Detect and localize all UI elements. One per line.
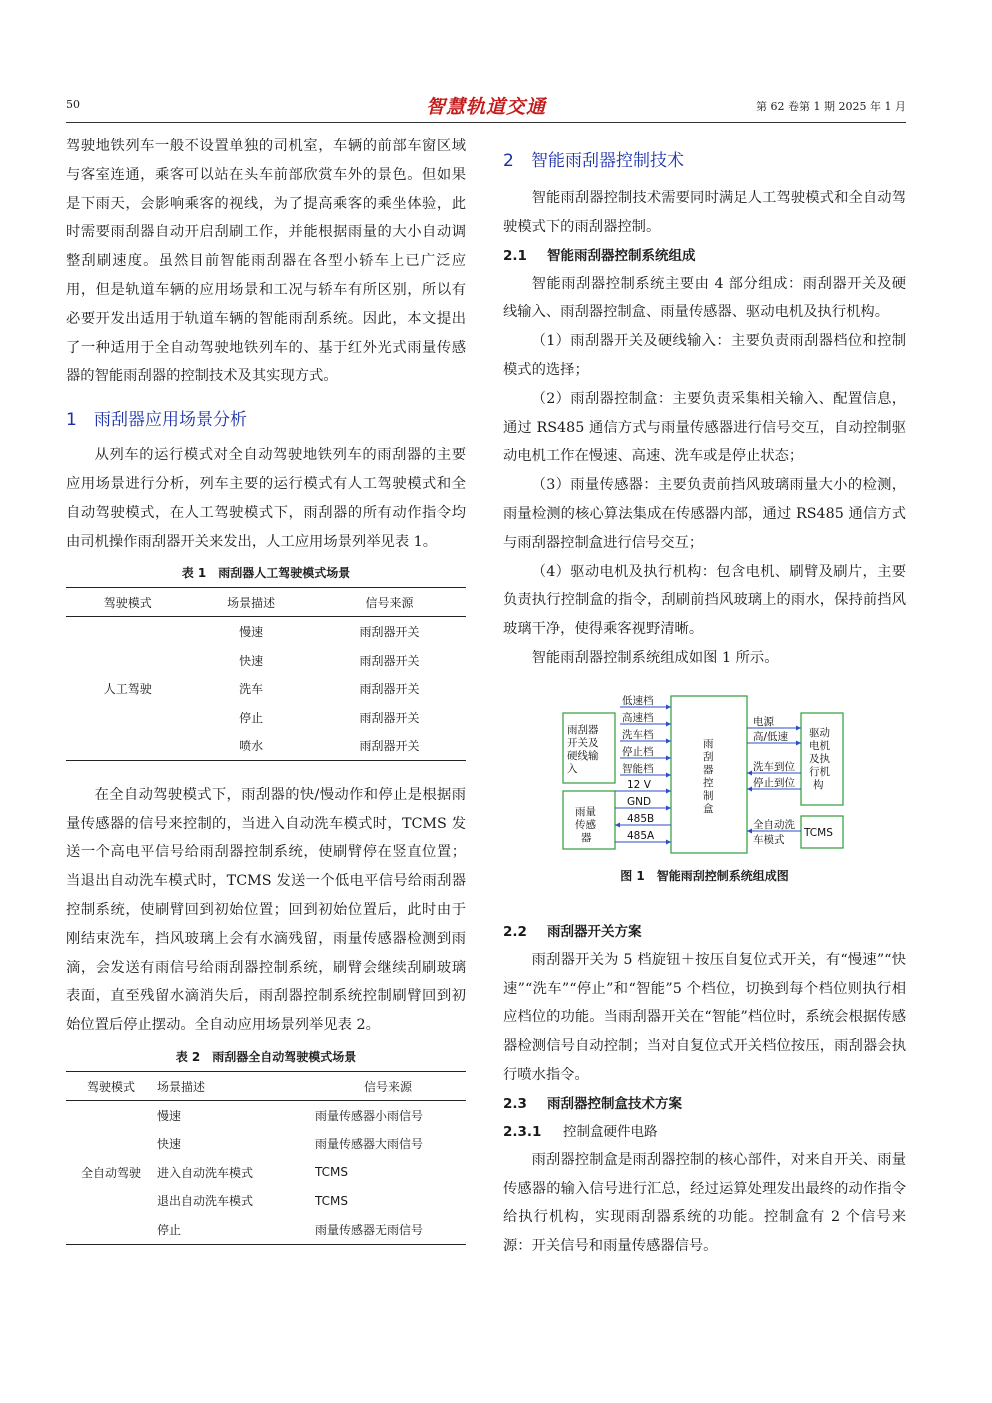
section-2-1-heading <box>503 242 906 270</box>
signal-label: 洗车到位 <box>753 760 795 773</box>
left-column <box>66 132 466 1245</box>
table-row <box>66 617 466 646</box>
section-2-2-paragraph: 雨刮器开关为 5 档旋钮＋按压自复位式开关，有“慢速”“快速”“洗车”“停止”和“智能”5 个档位，切换到每个档位则执行相应档位的功能。当雨刮器开关在“智能”档位时，系统会根据传感器检测信号自动控制；当对自复位式开关档位按压，雨刮器会执行喷水指令。 <box>503 951 906 1083</box>
section-2-1-item-1: （1）雨刮器开关及硬线输入：主要负责雨刮器档位和控制模式的选择； <box>503 333 906 378</box>
page-number: 50 <box>66 98 80 111</box>
scene-cell: 快速 <box>157 1137 182 1152</box>
section-2-1-item-2: （2）雨刮器控制盒：主要负责采集相关输入、配置信息，通过 RS485 通信方式与雨量传感器进行信号交互，自动控制驱动电机工作在慢速、高速、洗车或是停止状态； <box>503 390 906 465</box>
table-header-cell: 场景描述 <box>157 1079 206 1094</box>
table-header-cell: 信号来源 <box>364 1079 413 1094</box>
source-cell: 雨刮器开关 <box>359 653 420 668</box>
signal-label: 12 V <box>627 778 651 791</box>
section-title: 雨刮器开关方案 <box>547 923 642 940</box>
section-title: 控制盒硬件电路 <box>563 1123 658 1140</box>
scene-cell: 退出自动洗车模式 <box>157 1194 254 1209</box>
source-cell: 雨刮器开关 <box>359 739 420 754</box>
controller-label-char: 控 <box>703 776 714 789</box>
motor-box-line: 电机 <box>809 739 830 752</box>
mode-cell: 人工驾驶 <box>103 682 152 697</box>
table-header-row <box>66 1072 466 1101</box>
section-title: 雨刮器控制盒技术方案 <box>547 1095 682 1112</box>
controller-label-char: 雨 <box>703 737 714 750</box>
section-number: 2.3.1 <box>503 1123 542 1140</box>
section-title: 智能雨刮器控制系统组成 <box>547 247 696 264</box>
motor-box-line: 及执 <box>809 752 830 765</box>
controller-label-char: 器 <box>703 763 714 776</box>
system-diagram <box>503 691 906 861</box>
table-row <box>66 1101 466 1130</box>
section-2-heading <box>503 146 906 176</box>
switch-box-line: 雨刮器 <box>567 723 599 736</box>
scene-cell: 慢速 <box>157 1108 182 1123</box>
section-title: 雨刮器应用场景分析 <box>94 410 247 431</box>
signal-label: GND <box>627 795 652 808</box>
section-2-3-1-heading <box>503 1118 906 1146</box>
journal-title: 智慧轨道交通 <box>425 96 546 118</box>
scene-cell: 慢速 <box>239 625 264 640</box>
signal-label: 智能档 <box>622 762 654 775</box>
signal-label: 洗车档 <box>622 728 654 741</box>
controller-label-char: 盒 <box>703 802 714 815</box>
sensor-box-line: 传感 <box>575 818 596 831</box>
switch-box-line: 硬线输 <box>567 749 599 762</box>
section-2-paragraph: 智能雨刮器控制技术需要同时满足人工驾驶模式和全自动驾驶模式下的雨刮器控制。 <box>503 190 906 235</box>
mode-cell: 全自动驾驶 <box>80 1165 141 1180</box>
motor-box-line: 驱动 <box>809 726 830 739</box>
signal-label: 高/低速 <box>753 730 789 743</box>
section-2-1-item-3: （3）雨量传感器：主要负责前挡风玻璃雨量大小的检测，雨量检测的核心算法集成在传感器内部，通过 RS485 通信方式与雨刮器控制盒进行信号交互； <box>503 477 906 551</box>
section-2-3-1-paragraph: 雨刮器控制盒是雨刮器控制的核心部件，对来自开关、雨量传感器的输入信号进行汇总，经过运算处理发出最终的动作指令给执行机构，实现雨刮器系统的功能。控制盒有 2 个信号来源：开关信号和雨量传感器信号。 <box>503 1151 906 1255</box>
section-1-heading <box>66 405 466 435</box>
source-cell: 雨刮器开关 <box>359 625 420 640</box>
section-1-paragraph-2: 在全自动驾驶模式下，雨刮器的快/慢动作和停止是根据雨量传感器的信号来控制的，当进入自动洗车模式时，TCMS 发送一个高电平信号给雨刮器控制系统，使刷臂停在竖直位置；当退出自动洗车模式时，TCMS 发送一个低电平信号给雨刮器控制系统，使刷臂回到初始位置；回到初始位置后，此时由于刚结束洗车，挡风玻璃上会有水滴残留，雨量传感器检测到雨滴，会发送有雨信号给雨刮器控制系统，刷臂会继续刮刷玻璃表面，直至残留水滴消失后，雨刮器控制系统控制刷臂回到初始位置后停止摆动。全自动应用场景列举见表 2。 <box>66 786 466 1034</box>
source-cell: TCMS <box>315 1165 348 1180</box>
right-column <box>503 132 906 1261</box>
signal-label: 高速档 <box>622 711 654 724</box>
source-cell: 雨量传感器大雨信号 <box>315 1137 424 1152</box>
motor-box-line: 行机 <box>809 765 830 778</box>
table-header-row <box>66 588 466 617</box>
scene-cell: 快速 <box>239 653 264 668</box>
scene-cell: 喷水 <box>239 739 264 754</box>
table-2 <box>66 1071 466 1245</box>
table-2-caption: 表 2 雨刮器全自动驾驶模式场景 <box>175 1050 357 1065</box>
source-cell: 雨量传感器无雨信号 <box>315 1222 424 1237</box>
table-header-cell: 场景描述 <box>227 595 276 610</box>
source-cell: TCMS <box>315 1193 348 1208</box>
issue-info: 第 62 卷第 1 期 2025 年 1 月 <box>756 100 906 113</box>
tcms-label: TCMS <box>804 826 833 839</box>
table-header-cell: 驾驶模式 <box>103 595 152 610</box>
section-number: 2 <box>503 151 514 171</box>
section-number: 2.1 <box>503 247 527 264</box>
scene-cell: 停止 <box>239 710 264 725</box>
source-cell: 雨刮器开关 <box>359 682 420 697</box>
scene-cell: 进入自动洗车模式 <box>157 1165 254 1180</box>
sensor-box-line: 雨量 <box>575 805 596 818</box>
controller-label-char: 刮 <box>703 750 714 763</box>
section-number: 2.2 <box>503 923 527 940</box>
signal-label: 车模式 <box>753 833 785 846</box>
section-2-1-item-4: （4）驱动电机及执行机构：包含电机、刷臂及刷片，主要负责执行控制盒的指令，刮刷前挡风玻璃上的雨水，保持前挡风玻璃干净，使得乘客视野清晰。 <box>503 563 906 638</box>
section-number: 2.3 <box>503 1095 527 1112</box>
section-2-3-heading <box>503 1090 906 1118</box>
table-header-cell: 信号来源 <box>365 595 414 610</box>
figure-1 <box>503 691 906 861</box>
motor-box-line: 构 <box>813 778 824 791</box>
signal-label: 全自动洗 <box>753 818 795 831</box>
page-header <box>66 92 906 123</box>
scene-cell: 洗车 <box>239 682 264 697</box>
signal-label: 低速档 <box>622 694 654 707</box>
section-1-paragraph-1: 从列车的运行模式对全自动驾驶地铁列车的雨刮器的主要应用场景进行分析，列车主要的运行模式有人工驾驶模式和全自动驾驶模式，在人工驾驶模式下，雨刮器的所有动作指令均由司机操作雨刮器开关来发出，人工应用场景列举见表 1。 <box>66 447 466 550</box>
source-cell: 雨量传感器小雨信号 <box>315 1108 424 1123</box>
signal-label: 停止到位 <box>753 776 795 789</box>
signal-label: 485A <box>627 829 655 842</box>
figure-1-caption: 图 1 智能雨刮控制系统组成图 <box>620 868 789 883</box>
signal-label: 电源 <box>753 715 774 728</box>
source-cell: 雨刮器开关 <box>359 710 420 725</box>
switch-box-line: 入 <box>567 762 578 775</box>
signal-label: 停止档 <box>622 745 654 758</box>
sensor-box-line: 器 <box>581 831 592 844</box>
table-1-caption: 表 1 雨刮器人工驾驶模式场景 <box>181 566 351 581</box>
controller-label-char: 制 <box>703 789 714 802</box>
switch-box-line: 开关及 <box>567 736 599 749</box>
table-header-cell: 驾驶模式 <box>86 1079 135 1094</box>
section-title: 智能雨刮器控制技术 <box>531 151 684 171</box>
intro-paragraph: 驾驶地铁列车一般不设置单独的司机室，车辆的前部车窗区域与客室连通，乘客可以站在头车前部欣赏车外的景色。但如果是下雨天，会影响乘客的视线，为了提高乘客的乘坐体验，此时需要雨刮器自动开启刮刷工作，并能根据雨量的大小自动调整刮刷速度。虽然目前智能雨刮器在各型小轿车上已广泛应用，但是轨道车辆的应用场景和工况与轿车有所区别，所以有必要开发出适用于轨道车辆的智能雨刮系统。因此，本文提出了一种适用于全自动驾驶地铁列车的、基于红外光式雨量传感器的智能雨刮器的控制技术及其实现方式。 <box>66 138 466 385</box>
section-number: 1 <box>66 410 77 431</box>
section-2-2-heading <box>503 918 906 946</box>
signal-label: 485B <box>627 812 655 825</box>
table-1 <box>66 587 466 761</box>
section-2-1-paragraph-2: 智能雨刮器控制系统组成如图 1 所示。 <box>531 649 779 666</box>
scene-cell: 停止 <box>157 1222 182 1237</box>
section-2-1-paragraph-1: 智能雨刮器控制系统主要由 4 部分组成：雨刮器开关及硬线输入、雨刮器控制盒、雨量传感器、驱动电机及执行机构。 <box>503 275 906 321</box>
